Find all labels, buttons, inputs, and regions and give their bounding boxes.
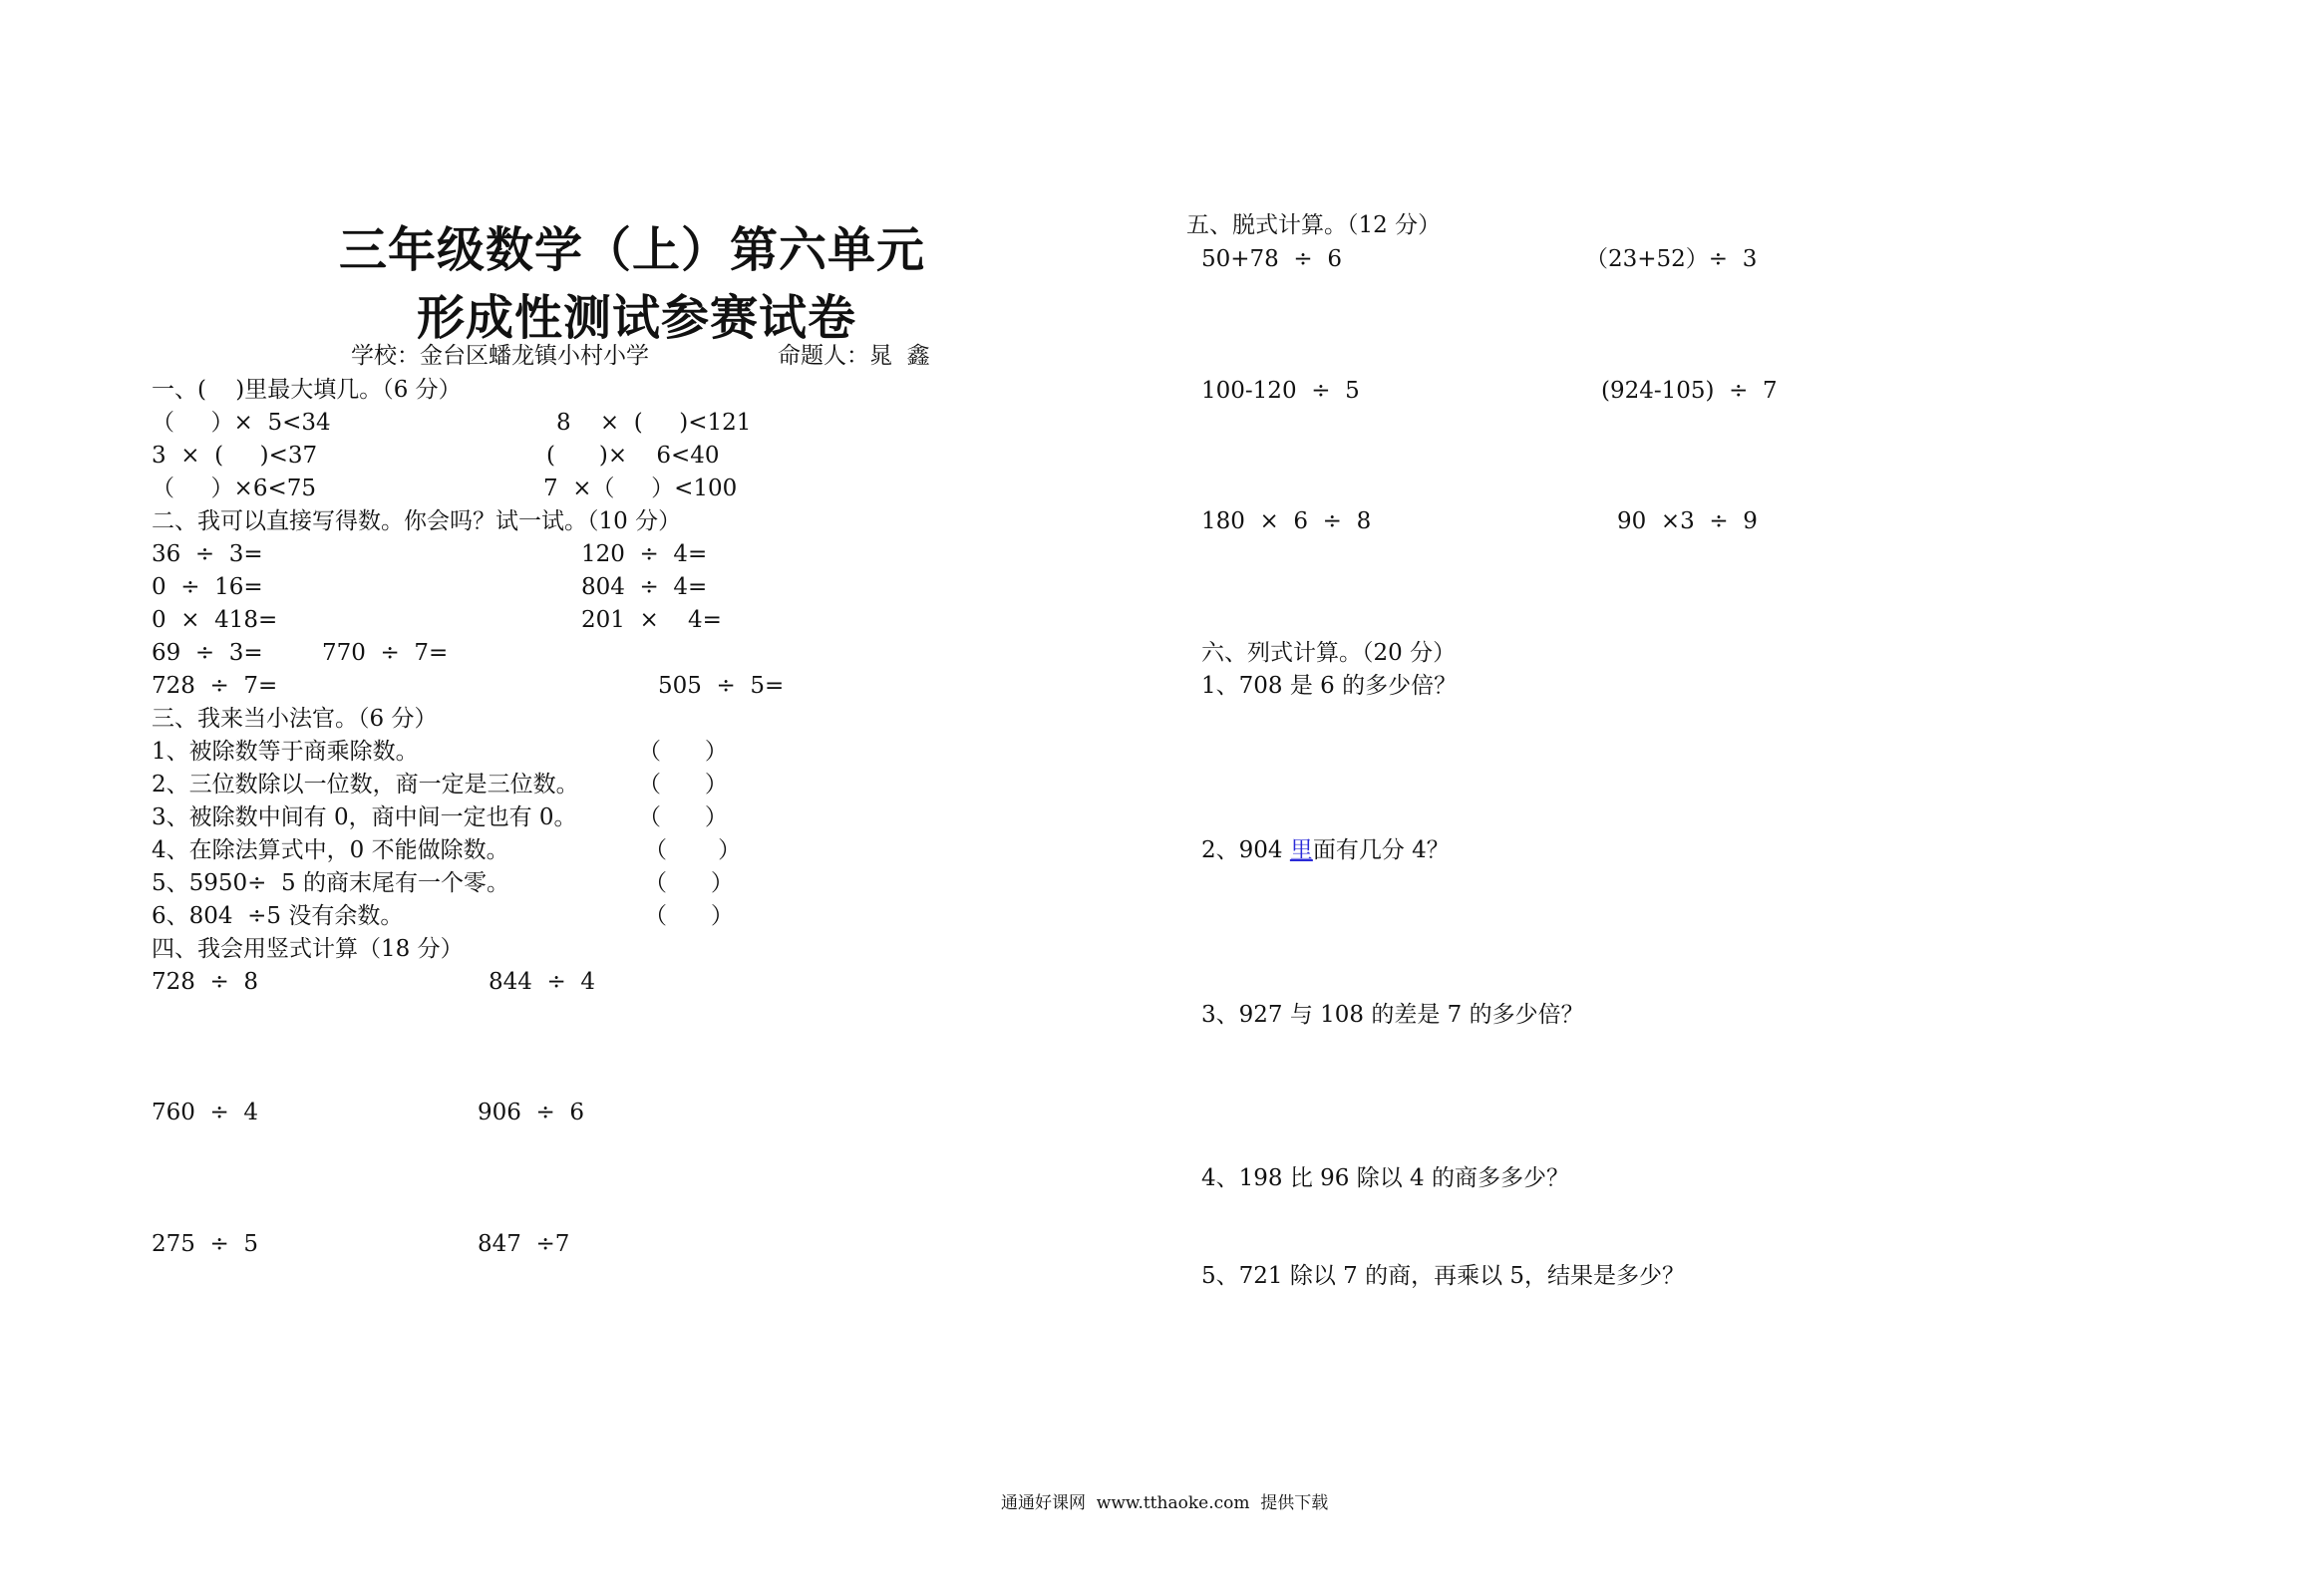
s2-item: 0 × 418= <box>152 607 278 633</box>
s2-item: 36 ÷ 3= <box>152 541 263 567</box>
s2-item: 804 ÷ 4= <box>581 574 708 600</box>
author-line: 命题人：晁 鑫 <box>778 343 930 369</box>
s5-item: 100-120 ÷ 5 <box>1201 378 1360 404</box>
section-5-heading: 五、脱式计算。（12 分） <box>1186 212 1442 238</box>
s6-question-2-suffix: 面有几分 4？ <box>1312 837 1450 863</box>
s1-item: 3 × ( )<37 <box>152 443 318 469</box>
s3-answer-blank: （ ） <box>644 837 742 863</box>
s4-item: 760 ÷ 4 <box>152 1100 259 1125</box>
s3-statement: 2、三位数除以一位数，商一定是三位数。 <box>152 772 579 798</box>
s1-item: ( )× 6<40 <box>546 443 720 469</box>
section-6-heading: 六、列式计算。（20 分） <box>1201 640 1457 666</box>
s4-item: 906 ÷ 6 <box>478 1100 585 1125</box>
s4-item: 275 ÷ 5 <box>152 1231 259 1257</box>
s3-answer-blank: （ ） <box>644 870 734 896</box>
s6-question-1: 1、708 是 6 的多少倍？ <box>1201 673 1458 699</box>
s3-answer-blank: （ ） <box>644 903 734 929</box>
s3-statement: 5、5950÷ 5 的商末尾有一个零。 <box>152 870 510 896</box>
s3-statement: 3、被除数中间有 0，商中间一定也有 0。 <box>152 804 577 830</box>
s3-answer-blank: （ ） <box>638 772 728 798</box>
s3-answer-blank: （ ） <box>638 739 728 765</box>
s3-statement: 6、804 ÷5 没有余数。 <box>152 903 404 929</box>
footer-source: 通通好课网 www.tthaoke.com 提供下载 <box>1001 1493 1329 1513</box>
s5-item: 90 ×3 ÷ 9 <box>1617 508 1758 534</box>
section-4-heading: 四、我会用竖式计算（18 分） <box>152 936 464 962</box>
s2-item: 0 ÷ 16= <box>152 574 263 600</box>
s1-item: 7 ×（ ）<100 <box>543 476 738 501</box>
title-line-1: 三年级数学（上）第六单元 <box>339 222 926 278</box>
s6-question-2 <box>1201 836 1450 864</box>
s2-item: 505 ÷ 5= <box>658 673 785 699</box>
section-2-heading: 二、我可以直接写得数。你会吗？试一试。（10 分） <box>152 508 682 534</box>
s2-item: 728 ÷ 7= <box>152 673 278 699</box>
s2-item: 201 × 4= <box>581 607 722 633</box>
s1-item: 8 × ( )<121 <box>556 410 752 436</box>
s5-item: 50+78 ÷ 6 <box>1201 246 1342 272</box>
s4-item: 844 ÷ 4 <box>489 969 596 995</box>
s5-item: （23+52）÷ 3 <box>1585 246 1758 272</box>
s6-question-5: 5、721 除以 7 的商，再乘以 5，结果是多少？ <box>1201 1263 1686 1289</box>
title-line-2: 形成性测试参赛试卷 <box>417 290 857 346</box>
s1-item: （ ）× 5<34 <box>152 410 331 436</box>
s6-question-2-link[interactable]: 里 <box>1289 837 1313 863</box>
s3-answer-blank: （ ） <box>638 804 728 830</box>
s5-item: 180 × 6 ÷ 8 <box>1201 508 1372 534</box>
s3-statement: 4、在除法算式中，0 不能做除数。 <box>152 837 509 863</box>
s2-item: 770 ÷ 7= <box>322 640 449 666</box>
s5-item: (924-105) ÷ 7 <box>1601 378 1778 404</box>
s4-item: 847 ÷7 <box>478 1231 570 1257</box>
s6-question-4: 4、198 比 96 除以 4 的商多多少？ <box>1201 1165 1569 1191</box>
s1-item: （ ）×6<75 <box>152 476 316 501</box>
s6-question-3: 3、927 与 108 的差是 7 的多少倍？ <box>1201 1002 1584 1028</box>
school-line: 学校：金台区蟠龙镇小村小学 <box>351 343 649 369</box>
s6-question-2-prefix: 2、904 <box>1201 837 1290 863</box>
section-1-heading: 一、( )里最大填几。（6 分） <box>152 377 462 403</box>
s2-item: 69 ÷ 3= <box>152 640 263 666</box>
s3-statement: 1、被除数等于商乘除数。 <box>152 739 419 765</box>
s2-item: 120 ÷ 4= <box>581 541 708 567</box>
s4-item: 728 ÷ 8 <box>152 969 259 995</box>
section-3-heading: 三、我来当小法官。（6 分） <box>152 706 438 732</box>
